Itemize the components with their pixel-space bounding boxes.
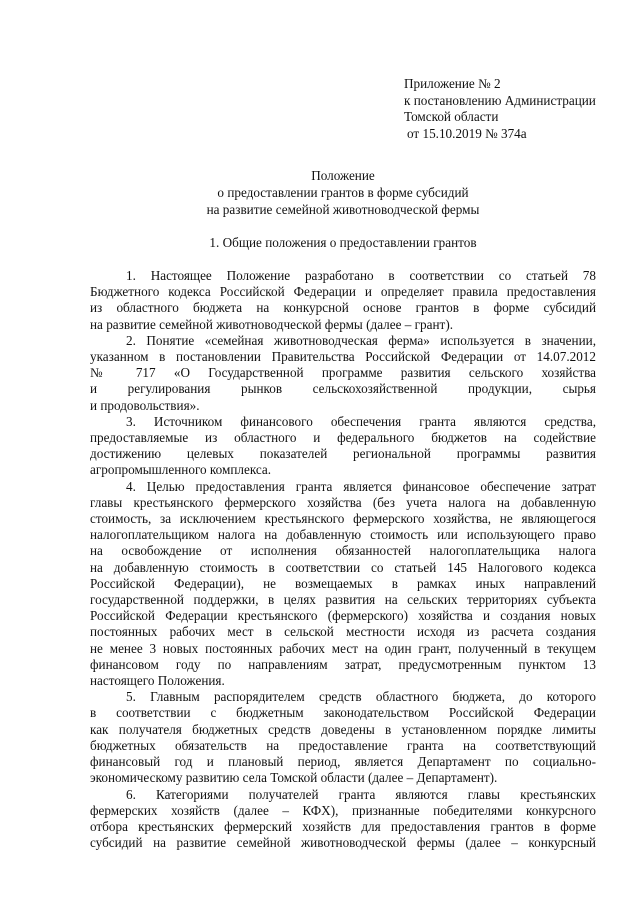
paragraph-line: Российской Федерации крестьянского (фермерского) хозяйства и создания новых [90,608,596,624]
paragraph-line: на добавленную стоимость в соответствии со статьей 145 Налогового кодекса [90,559,596,575]
appendix-reference: к постановлению Администрации [404,92,596,108]
paragraph-line: в соответствии с бюджетным законодательством Российской Федерации [90,705,596,721]
paragraph-line: Российской Федерации), не возмещаемых в рамках иных направлений [90,575,596,591]
paragraph-line: отбора крестьянских фермерский хозяйств для предоставления грантов в форме [90,818,596,834]
paragraph-line: стоимость, за исключением крестьянского фермерского хозяйства, не являющегося [90,511,596,527]
paragraph-line: на развитие семейной животноводческой фермы (далее – грант). [90,316,454,332]
paragraph-6 [90,787,596,852]
paragraph-line: из областного бюджета на конкурсной основе грантов в форме субсидий [90,300,596,316]
paragraph-line: налогоплательщиком налога на добавленную стоимость или использующего право [90,527,596,543]
paragraph-line: главы крестьянского фермерского хозяйства (без учета налога на добавленную [90,494,596,510]
appendix-header [404,76,624,142]
paragraph-line: 1. Настоящее Положение разработано в соответствии со статьей 78 [126,268,596,283]
section-title: 1. Общие положения о предоставлении грантов [209,235,477,250]
paragraph-2 [90,333,596,414]
document-body [90,268,596,851]
title-line-1: Положение [311,168,375,183]
appendix-number: Приложение № 2 [404,76,501,91]
paragraph-4 [90,479,596,690]
appendix-region: Томской области [404,109,499,124]
appendix-date: от 15.10.2019 № 374а [407,125,527,141]
paragraph-line: не менее 3 новых постоянных рабочих мест на один грант, полученный в текущем [90,640,596,656]
paragraph-line: 5. Главным распорядителем средств областного бюджета, до которого [126,689,596,705]
paragraph-line: субсидий на развитие семейной животноводческой фермы (далее – конкурсный [90,835,596,851]
paragraph-line: фермерских хозяйств (далее – КФХ), признанные победителями конкурсного [90,802,596,818]
paragraph-line: и продовольствия». [90,397,200,413]
paragraph-line: экономическому развитию села Томской области (далее – Департамент). [90,770,498,786]
title-line-2: о предоставлении грантов в форме субсидий [217,185,469,200]
paragraph-5 [90,689,596,786]
paragraph-line: бюджетных обязательств на предоставление гранта на соответствующий [90,737,596,753]
paragraph-1 [90,268,596,333]
paragraph-line: настоящего Положения. [90,673,225,689]
paragraph-line: финансовом году по направлениям затрат, предусмотренным пунктом 13 [90,656,596,672]
paragraph-line: на освобождение от исполнения обязанностей налогоплательщика налога [90,543,596,559]
paragraph-line: № 717 «О Государственной программе развития сельского хозяйства [90,365,596,381]
paragraph-line: финансовый год и плановый период, является Департамент по социально- [90,754,596,770]
paragraph-line: Бюджетного кодекса Российской Федерации и определяет правила предоставления [90,284,596,300]
paragraph-line: указанном в постановлении Правительства Российской Федерации от 14.07.2012 [90,349,596,365]
title-line-3: на развитие семейной животноводческой фермы [206,202,480,217]
paragraph-line: предоставляемые из областного и федерального бюджетов на содействие [90,430,596,446]
paragraph-line: и регулирования рынков сельскохозяйственной продукции, сырья [90,381,596,397]
paragraph-line: постоянных рабочих мест в сельской местности исходя из расчета создания [90,624,596,640]
paragraph-line: 2. Понятие «семейная животноводческая ферма» используется в значении, [126,332,596,348]
paragraph-line: государственной поддержки, в целях развития на сельских территориях субъекта [90,592,596,608]
paragraph-line: агропромышленного комплекса. [90,462,272,478]
paragraph-line: 6. Категориями получателей гранта являются главы крестьянских [126,786,596,802]
document-title [90,167,596,218]
paragraph-3 [90,414,596,479]
paragraph-line: как получателя бюджетных средств доведены в установленном порядке лимиты [90,721,596,737]
paragraph-line: 3. Источником финансового обеспечения гранта являются средства, [126,413,596,429]
paragraph-line: 4. Целью предоставления гранта является финансовое обеспечение затрат [126,478,596,494]
paragraph-line: достижению целевых показателей региональной программы развития [90,446,596,462]
